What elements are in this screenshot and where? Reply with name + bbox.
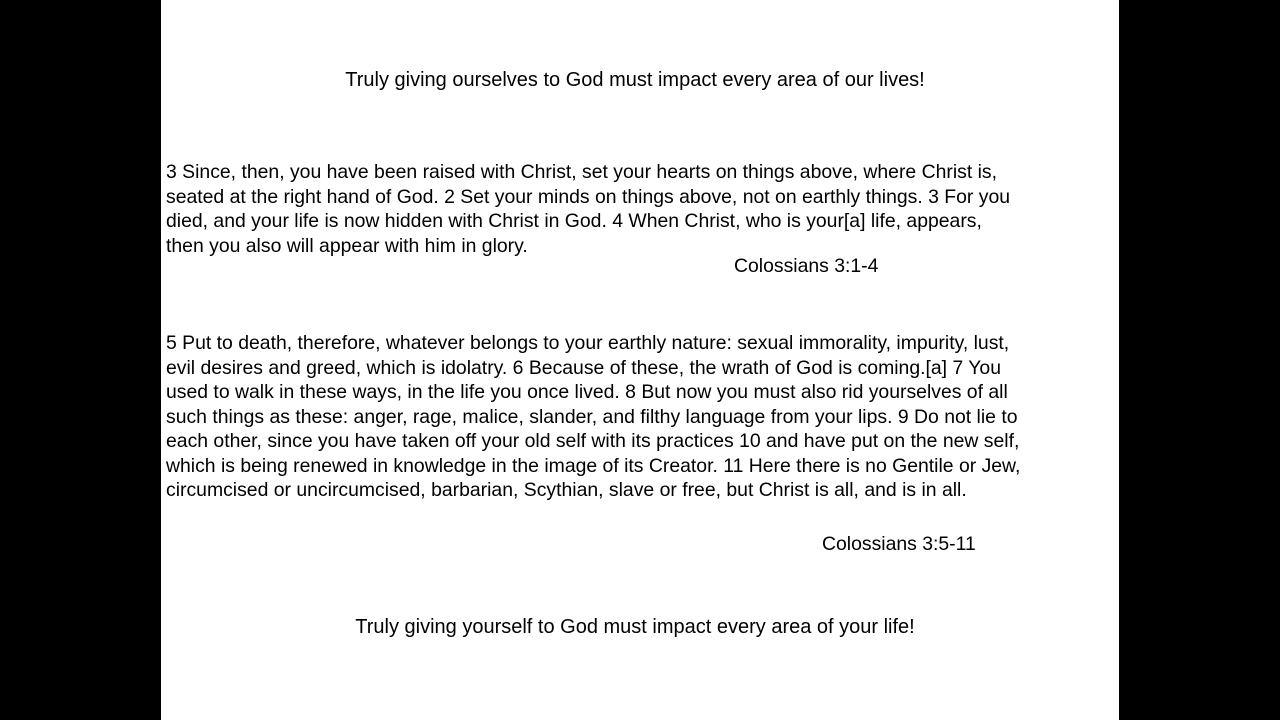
- scripture-reference-one: Colossians 3:1-4: [734, 255, 879, 277]
- passage-line: 5 Put to death, therefore, whatever belongs to your earthly nature: sexual immorality, impurity, lust,: [166, 332, 1010, 354]
- passage-line: such things as these: anger, rage, malice, slander, and filthy language from your lips. 9 Do not lie to: [166, 405, 1018, 428]
- passage-line: used to walk in these ways, in the life you once lived. 8 But now you must also rid yourselves of all: [166, 381, 1008, 403]
- slide-heading-top: Truly giving ourselves to God must impact every area of our lives!: [345, 69, 925, 91]
- scripture-passage-two: [166, 331, 1119, 503]
- passage-line: evil desires and greed, which is idolatry. 6 Because of these, the wrath of God is coming.[a] 7 You: [166, 356, 1001, 379]
- slide-heading-bottom: Truly giving yourself to God must impact every area of your life!: [355, 616, 915, 638]
- scripture-passage-one: [166, 160, 1119, 258]
- passage-line: each other, since you have taken off your old self with its practices 10 and have put on the new self,: [166, 430, 1020, 452]
- passage-line: which is being renewed in knowledge in the image of its Creator. 11 Here there is no Gentile or Jew,: [166, 454, 1021, 477]
- passage-line: circumcised or uncircumcised, barbarian, Scythian, slave or free, but Christ is all, and is in all.: [166, 479, 967, 501]
- passage-line: seated at the right hand of God. 2 Set your minds on things above, not on earthly things. 3 For you: [166, 185, 1011, 208]
- passage-line: then you also will appear with him in glory.: [166, 234, 528, 257]
- passage-line: died, and your life is now hidden with Christ in God. 4 When Christ, who is your[a] life, appears,: [166, 210, 982, 232]
- slide: [161, 0, 1119, 720]
- scripture-reference-two: Colossians 3:5-11: [822, 533, 976, 555]
- passage-line: 3 Since, then, you have been raised with Christ, set your hearts on things above, where Christ is,: [166, 161, 998, 183]
